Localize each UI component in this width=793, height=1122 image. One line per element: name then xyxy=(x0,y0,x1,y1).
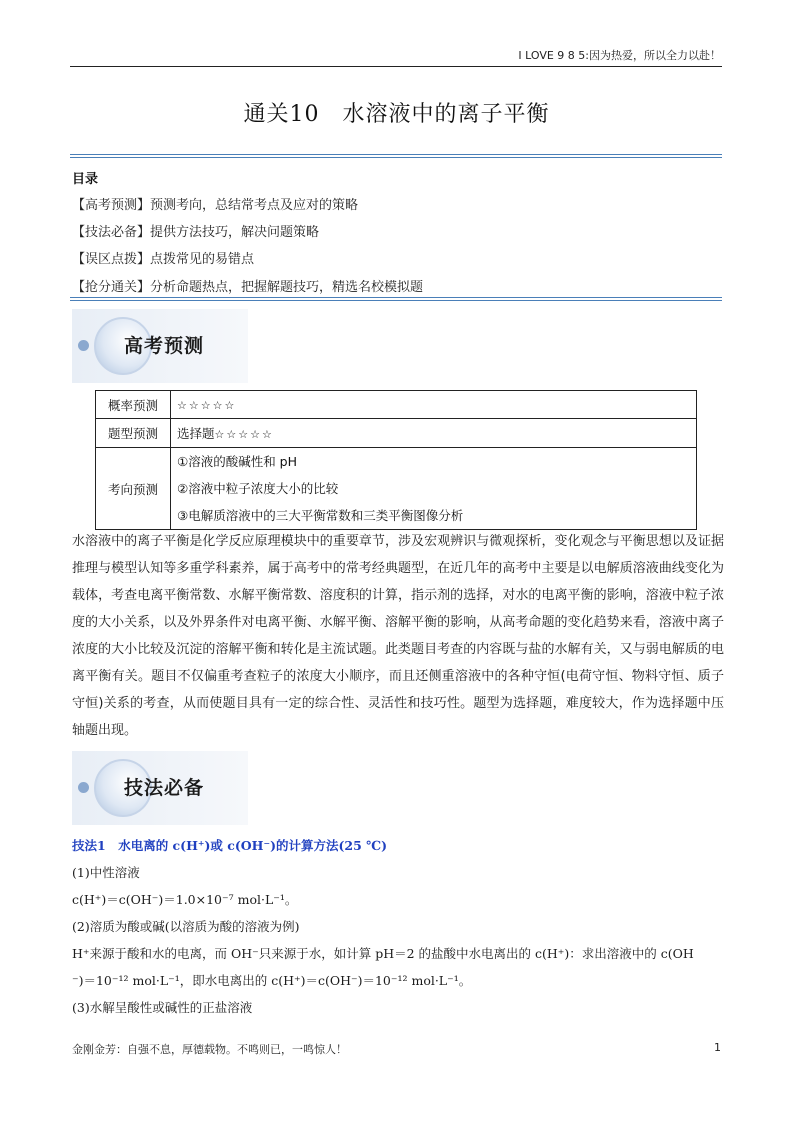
direction-item: ①溶液的酸碱性和 pH xyxy=(177,454,298,469)
technique-line: H⁺来源于酸和水的电离，而 OH⁻只来源于水，如计算 pH＝2 的盐酸中水电离出的 c(H⁺)：求出溶液中的 c(OH xyxy=(72,946,694,961)
technique-line: c(H⁺)＝c(OH⁻)＝1.0×10⁻⁷ mol·L⁻¹。 xyxy=(72,892,298,907)
toc-item[interactable]: 【技法必备】提供方法技巧，解决问题策略 xyxy=(72,225,320,240)
footer-motto: 金刚金芳：自强不息，厚德载物。不鸣则已，一鸣惊人！ xyxy=(72,1043,347,1056)
table-cell-label: 题型预测 xyxy=(96,419,171,448)
rating-stars: ☆☆☆☆☆ xyxy=(214,428,274,441)
table-cell-content xyxy=(171,419,697,448)
prediction-table xyxy=(95,390,697,530)
table-cell-content xyxy=(171,391,697,419)
rating-stars: ☆☆☆☆☆ xyxy=(177,399,237,412)
banner-dot-icon xyxy=(78,340,89,351)
toc-item[interactable]: 【误区点拨】点拨常见的易错点 xyxy=(72,252,255,267)
prediction-banner xyxy=(72,309,248,383)
table-row xyxy=(96,391,697,419)
toc-item[interactable]: 【抢分通关】分析命题热点，把握解题技巧，精选名校模拟题 xyxy=(72,280,424,295)
techniques-banner xyxy=(72,751,248,825)
technique-line: (2)溶质为酸或碱(以溶质为酸的溶液为例) xyxy=(72,919,300,934)
table-cell-label: 考向预测 xyxy=(96,448,171,530)
table-cell-label: 概率预测 xyxy=(96,391,171,419)
table-row xyxy=(96,448,697,530)
banner-label: 高考预测 xyxy=(124,335,205,357)
toc-item[interactable]: 【高考预测】预测考向，总结常考点及应对的策略 xyxy=(72,198,359,213)
page-number: 1 xyxy=(714,1041,721,1054)
technique-line: (1)中性溶液 xyxy=(72,865,140,880)
toc-rule xyxy=(70,297,722,301)
row-text: 选择题 xyxy=(177,426,215,441)
intro-paragraph: 水溶液中的离子平衡是化学反应原理模块中的重要章节，涉及宏观辨识与微观探析，变化观念与平衡思想以及证据推理与模型认知等多重学科素养，属于高考中的常考经典题型，在近几年的高考中主要是以电解质溶液曲线变化为载体，考查电离平衡常数、水解平衡常数、溶度积的计算，指示剂的选择，对水的电离平衡的影响，溶液中粒子浓度的大小关系，以及外界条件对电离平衡、水解平衡、溶解平衡的影响，从高考命题的变化趋势来看，溶液中离子浓度的大小比较及沉淀的溶解平衡和转化是主流试题。此类题目考查的内容既与盐的水解有关，又与弱电解质的电离平衡有关。题目不仅偏重考查粒子的浓度大小顺序，而且还侧重溶液中的各种守恒(电荷守恒、物料守恒、质子守恒)关系的考查，从而使题目具有一定的综合性、灵活性和技巧性。题型为选择题，难度较大，作为选择题中压轴题出现。 xyxy=(72,534,724,738)
table-cell-content xyxy=(171,448,697,530)
page-title: 通关10 水溶液中的离子平衡 xyxy=(243,102,550,127)
banner-dot-icon xyxy=(78,782,89,793)
table-row xyxy=(96,419,697,448)
technique-line: (3)水解呈酸性或碱性的正盐溶液 xyxy=(72,1000,253,1015)
toc-title: 目录 xyxy=(72,172,99,187)
technique-line: ⁻)＝10⁻¹² mol·L⁻¹，即水电离出的 c(H⁺)＝c(OH⁻)＝10⁻¹² mol·L⁻¹。 xyxy=(72,973,472,988)
header-divider xyxy=(70,66,722,67)
header-slogan: I LOVE 9 8 5:因为热爱，所以全力以赴！ xyxy=(518,49,721,62)
direction-item: ②溶液中粒子浓度大小的比较 xyxy=(177,481,339,496)
banner-label: 技法必备 xyxy=(124,777,205,799)
direction-item: ③电解质溶液中的三大平衡常数和三类平衡图像分析 xyxy=(177,508,464,523)
technique-heading: 技法1 水电离的 c(H⁺)或 c(OH⁻)的计算方法(25 ℃) xyxy=(72,838,388,853)
title-rule xyxy=(70,154,722,158)
